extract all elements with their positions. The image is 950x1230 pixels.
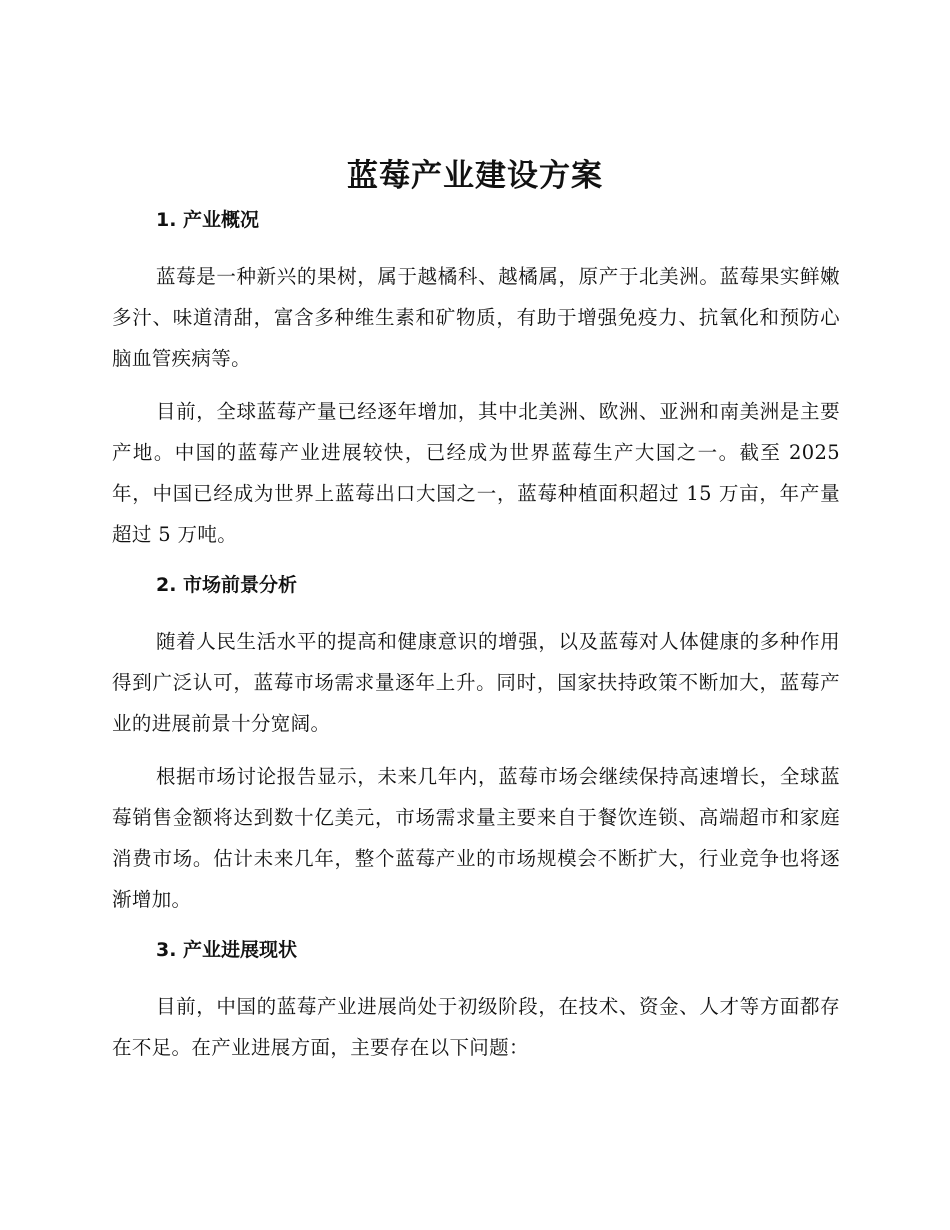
- paragraph: 蓝莓是一种新兴的果树，属于越橘科、越橘属，原产于北美洲。蓝莓果实鲜嫩多汁、味道清甜，富含多种维生素和矿物质，有助于增强免疫力、抗氧化和预防心脑血管疾病等。: [112, 265, 840, 370]
- paragraph: 目前，全球蓝莓产量已经逐年增加，其中北美洲、欧洲、亚洲和南美洲是主要产地。中国的蓝莓产业进展较快，已经成为世界蓝莓生产大国之一。截至 2025 年，中国已经成为世界上蓝莓出口大国之一，蓝莓种植面积超过 15 万亩，年产量超过 5 万吨。: [112, 400, 840, 546]
- paragraph: 随着人民生活水平的提高和健康意识的增强，以及蓝莓对人体健康的多种作用得到广泛认可，蓝莓市场需求量逐年上升。同时，国家扶持政策不断加大，蓝莓产业的进展前景十分宽阔。: [112, 630, 840, 735]
- section-heading: 3. 产业进展现状: [156, 939, 298, 961]
- document-body: [112, 204, 840, 1082]
- section-market-outlook: [112, 569, 840, 920]
- section-heading: 1. 产业概况: [156, 209, 260, 231]
- paragraph: 根据市场讨论报告显示，未来几年内，蓝莓市场会继续保持高速增长，全球蓝莓销售金额将达到数十亿美元，市场需求量主要来自于餐饮连锁、高端超市和家庭消费市场。估计未来几年，整个蓝莓产业的市场规模会不断扩大，行业竞争也将逐渐增加。: [112, 765, 840, 911]
- section-industry-overview: [112, 204, 840, 555]
- section-industry-status: [112, 934, 840, 1068]
- document-title: 蓝莓产业建设方案: [347, 158, 603, 194]
- section-heading: 2. 市场前景分析: [156, 574, 298, 596]
- paragraph: 目前，中国的蓝莓产业进展尚处于初级阶段，在技术、资金、人才等方面都存在不足。在产业进展方面，主要存在以下问题：: [112, 995, 840, 1059]
